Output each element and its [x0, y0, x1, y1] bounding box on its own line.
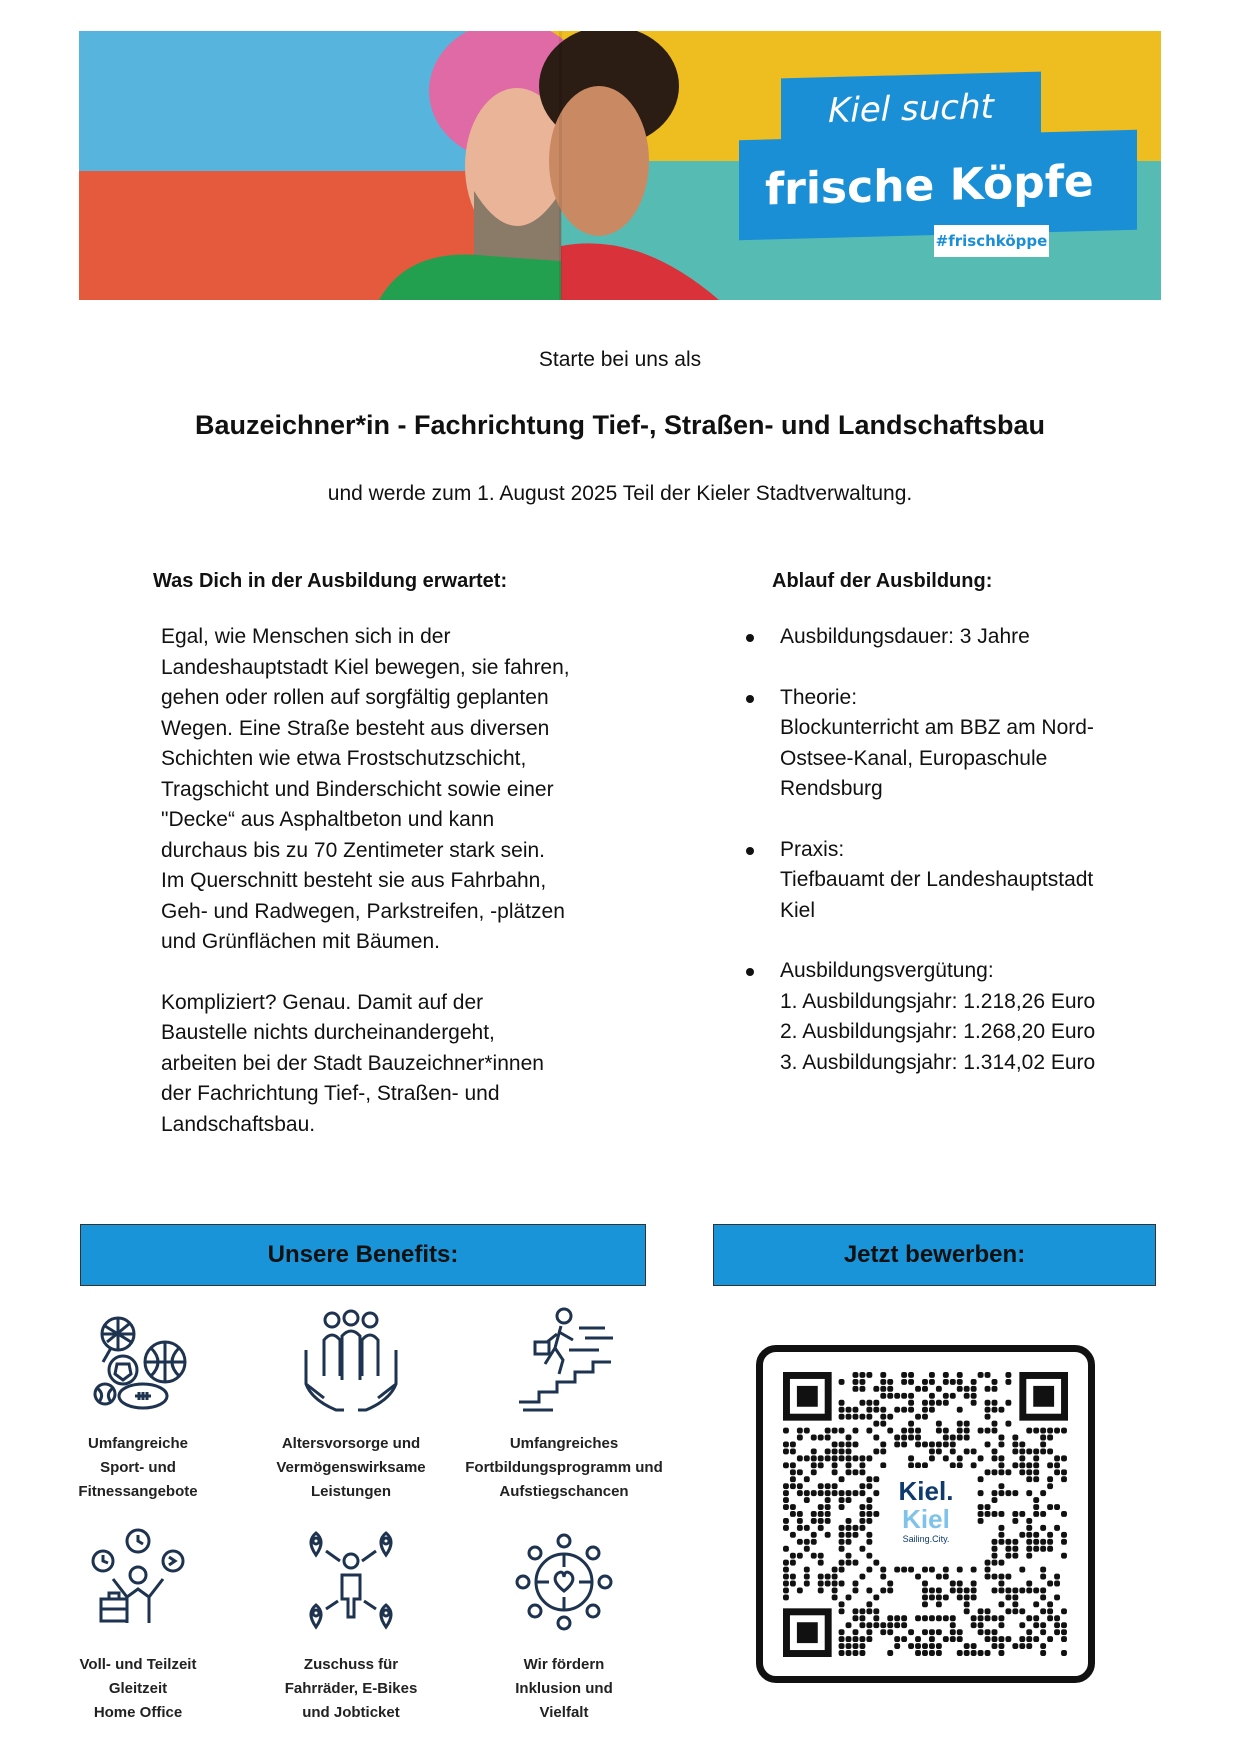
bullet-icon	[746, 968, 754, 976]
bullet-icon	[746, 847, 754, 855]
sports-balls-icon	[83, 1306, 193, 1416]
list-item-duration: Ausbildungsdauer: 3 Jahre	[742, 622, 1162, 653]
intro-lead: Starte bei uns als	[538, 348, 702, 371]
expectations-paragraph-1: Egal, wie Menschen sich in der Landeshauptstadt Kiel bewegen, sie fahren, gehen oder rollen auf sorgfältig geplanten Wegen. Eine Straße besteht aus diversen Schichten wie etwa Frostschutzschicht, Tragschicht und Binderschicht sowie einer "Decke“ aus Asphaltbeton und kann durchaus bis zu 70 Zentimeter stark sein. Im Querschnitt besteht sie aus Fahrbahn, Geh- und Radwegen, Parkstreifen, -plätzen und Grünflächen mit Bäumen.	[161, 625, 570, 953]
inclusion-circle-icon	[509, 1527, 619, 1637]
benefits-heading: Unsere Benefits:	[80, 1224, 646, 1286]
header-banner	[79, 31, 1161, 300]
apply-qr-code[interactable]	[756, 1345, 1095, 1683]
job-title: Bauzeichner*in - Fachrichtung Tief-, Straßen- und Landschaftsbau	[194, 410, 1046, 440]
bullet-icon	[746, 634, 754, 642]
expectations-text	[161, 622, 631, 1140]
benefit-worktime	[33, 1527, 243, 1725]
course-list	[742, 622, 1162, 1108]
salary-year-2: 2. Ausbildungsjahr: 1.268,20 Euro	[780, 1020, 1096, 1043]
benefit-inclusion	[459, 1527, 669, 1725]
list-item-salary: Ausbildungsvergütung: 1. Ausbildungsjahr: 1.218,26 Euro 2. Ausbildungsjahr: 1.268,20 Euro 3. Ausbildungsjahr: 1.314,02 Euro	[742, 956, 1162, 1078]
apply-heading: Jetzt bewerben:	[713, 1224, 1156, 1286]
kiel-logo	[881, 1468, 971, 1558]
banner-hashtag: #frischköppe	[934, 225, 1049, 257]
kiel-logo-text: Kiel.	[898, 1476, 954, 1506]
benefit-pension	[246, 1306, 456, 1504]
expectations-paragraph-2: Kompliziert? Genau. Damit auf der Baustelle nichts durcheinandergeht, arbeiten bei der Stadt Bauzeichner*innen der Fachrichtung Tief-, Straßen- und Landschaftsbau.	[161, 990, 544, 1136]
salary-year-1: 1. Ausbildungsjahr: 1.218,26 Euro	[780, 989, 1096, 1013]
career-stairs-icon	[509, 1306, 619, 1416]
benefit-label: Umfangreiche Sport- und Fitnessangebote	[78, 1435, 198, 1500]
benefit-label: Altersvorsorge und Vermögenswirksame Leistungen	[276, 1435, 426, 1500]
salary-list	[780, 987, 1162, 1079]
banner-slogan-main: frische Köpfe	[739, 130, 1137, 240]
intro-start-date: und werde zum 1. August 2025 Teil der Kieler Stadtverwaltung.	[327, 482, 913, 505]
kiel-logo-claim: Sailing.City.	[902, 1534, 950, 1544]
salary-year-3: 3. Ausbildungsjahr: 1.314,02 Euro	[780, 1050, 1096, 1074]
banner-slogan-top: Kiel sucht	[781, 72, 1041, 147]
kiel-logo-reflection: Kiel	[902, 1504, 950, 1534]
benefit-label: Voll- und Teilzeit Gleitzeit Home Office	[79, 1656, 197, 1721]
course-heading: Ablauf der Ausbildung:	[772, 570, 993, 592]
benefit-mobility	[246, 1527, 456, 1725]
benefit-label: Zuschuss für Fahrräder, E-Bikes und Jobticket	[284, 1656, 418, 1721]
expectations-heading: Was Dich in der Ausbildung erwartet:	[153, 570, 508, 592]
benefit-sports	[33, 1306, 243, 1504]
work-time-icon	[83, 1527, 193, 1637]
list-item-practice: Praxis: Tiefbauamt der Landeshauptstadt Kiel	[742, 835, 1162, 927]
benefit-label: Wir fördern Inklusion und Vielfalt	[515, 1656, 613, 1721]
benefit-label: Umfangreiches Fortbildungsprogramm und Aufstiegschancen	[465, 1435, 663, 1500]
mobility-pins-icon	[296, 1527, 406, 1637]
people-hands-icon	[296, 1306, 406, 1416]
bullet-icon	[746, 695, 754, 703]
list-item-theory: Theorie: Blockunterricht am BBZ am Nord- Ostsee-Kanal, Europaschule Rendsburg	[742, 683, 1162, 805]
benefit-training	[459, 1306, 669, 1504]
